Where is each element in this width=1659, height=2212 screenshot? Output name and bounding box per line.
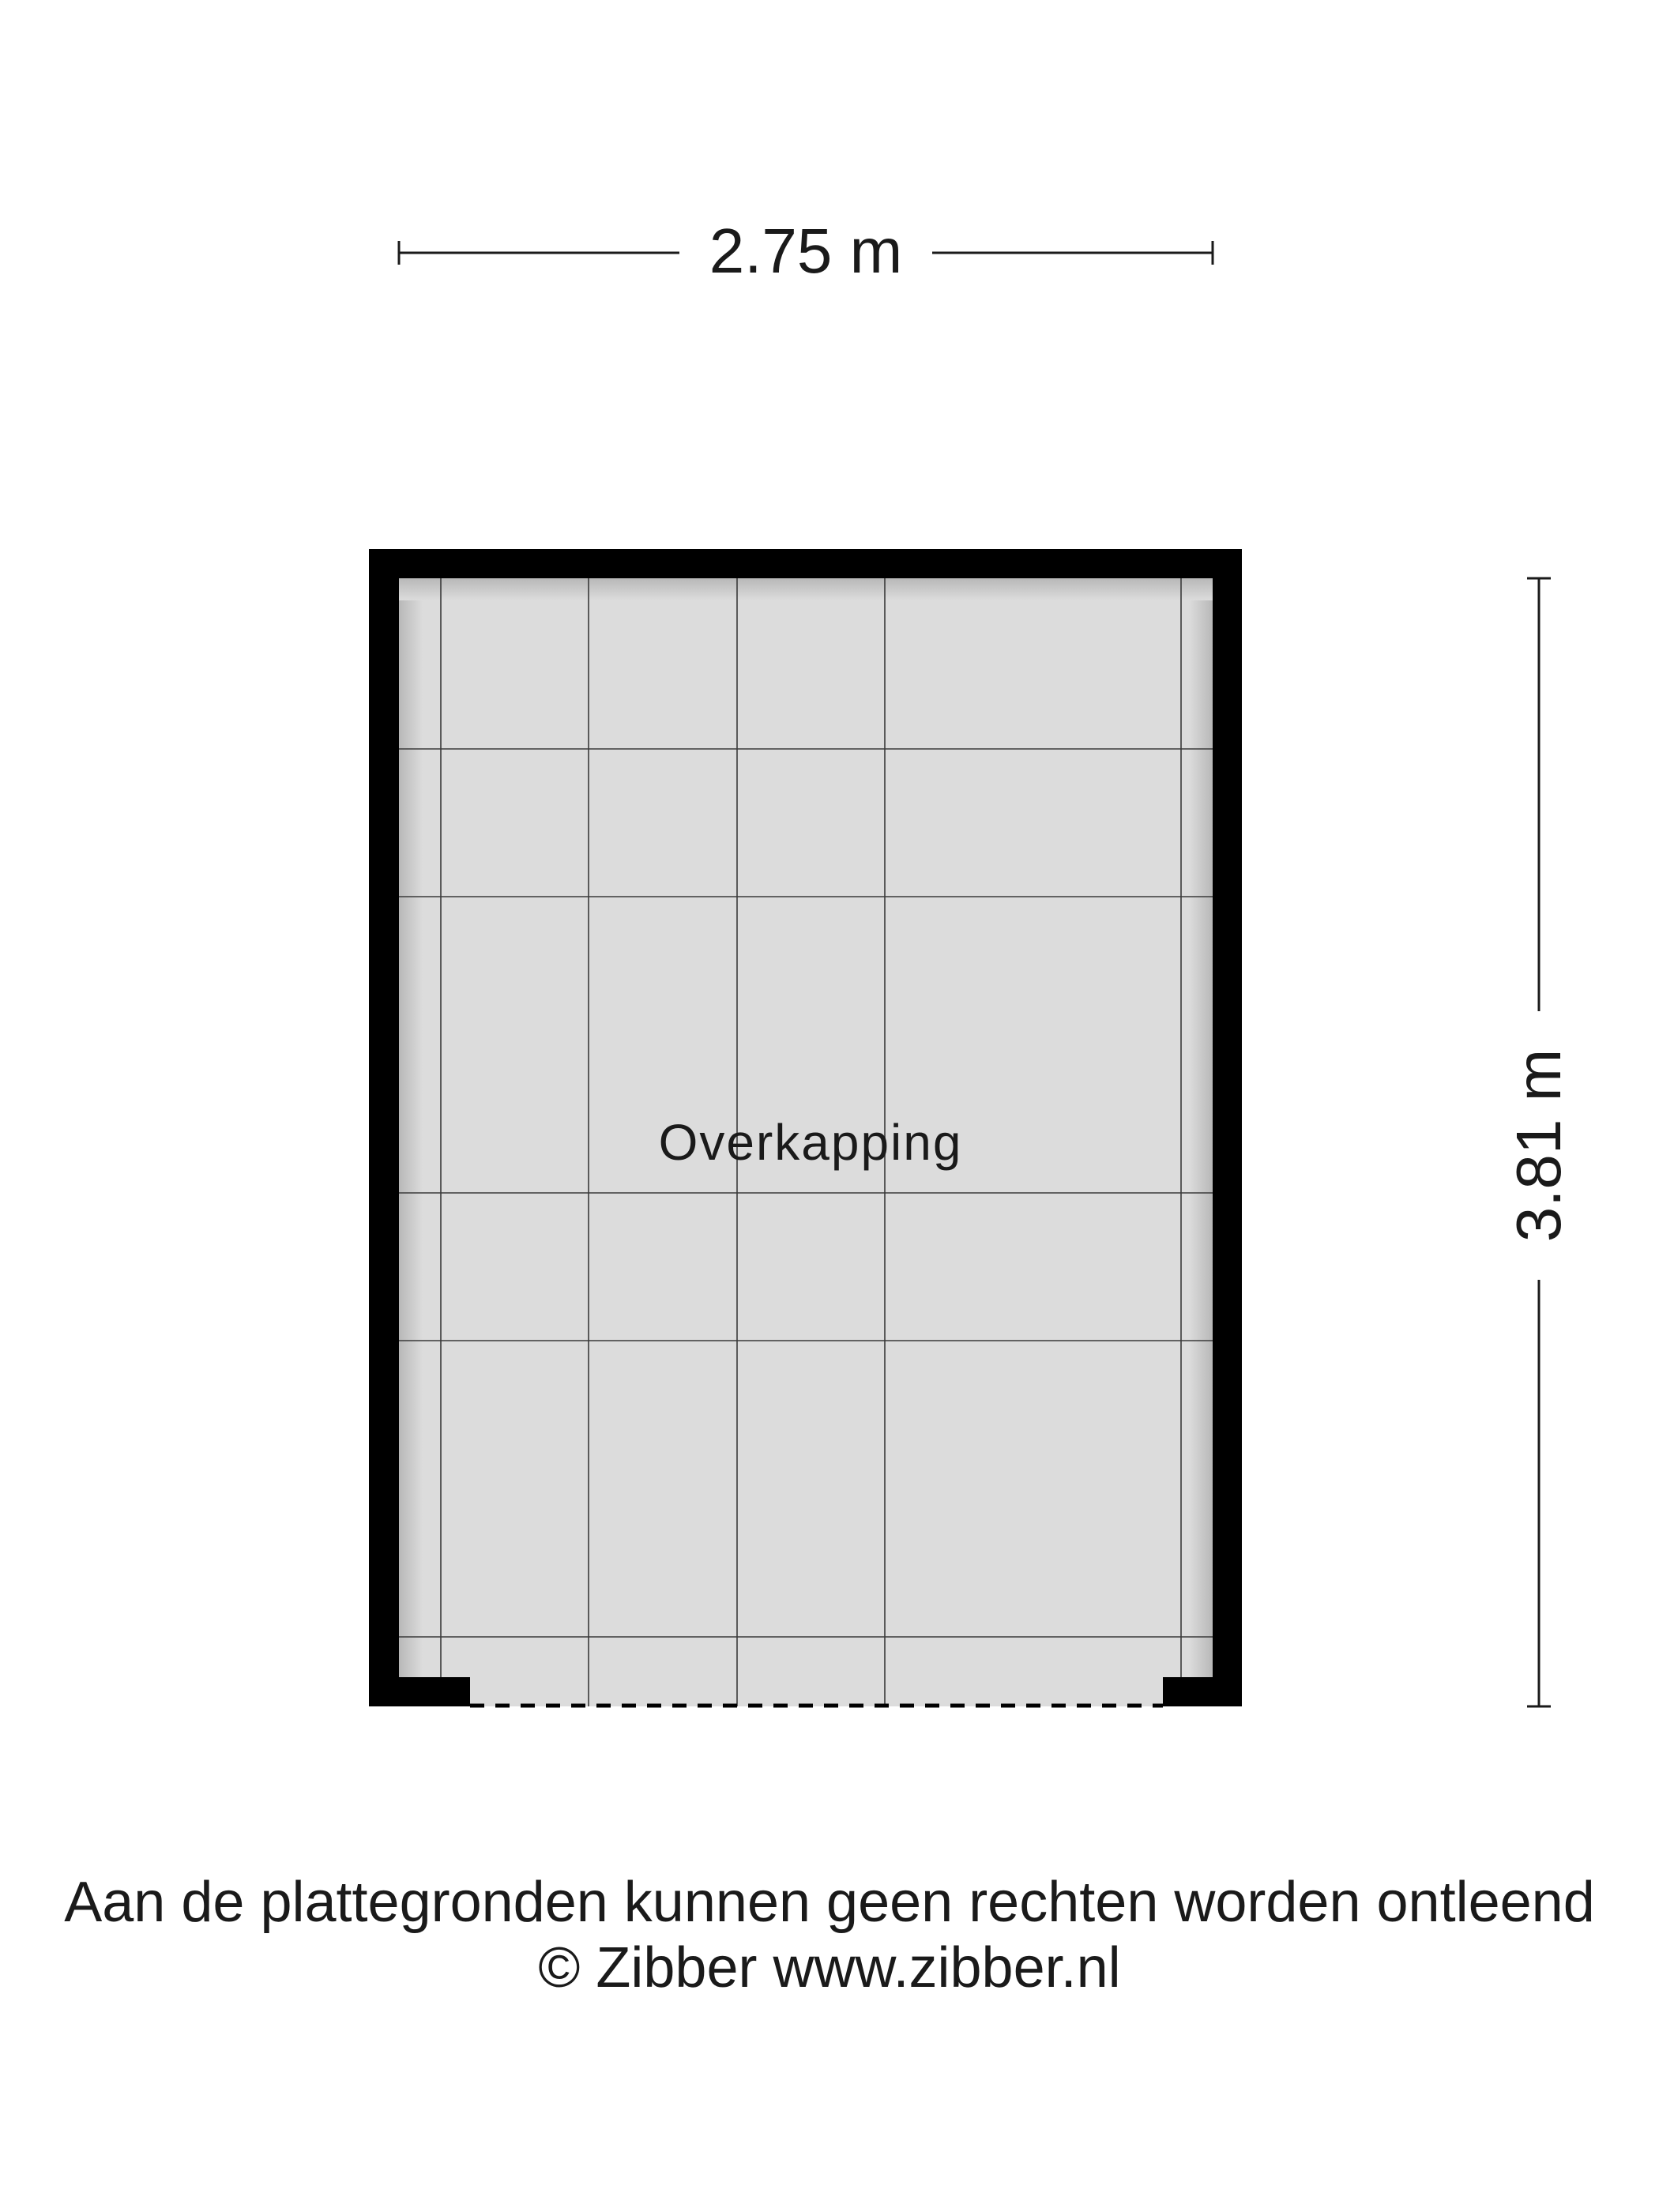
copyright-text: © Zibber www.zibber.nl (538, 1936, 1121, 1999)
height-label: 3.81 m (1503, 1048, 1574, 1243)
disclaimer-text: Aan de plattegronden kunnen geen rechten worden ontleend (64, 1871, 1595, 1934)
width-dimension (399, 216, 1213, 286)
wall-stub-right (1163, 1677, 1242, 1706)
width-label: 2.75 m (709, 216, 903, 286)
wall-top (369, 549, 1242, 578)
height-dimension (1503, 578, 1574, 1706)
room-overkapping (399, 578, 1213, 1706)
wall-right (1213, 549, 1242, 1706)
room-label: Overkapping (658, 1114, 963, 1171)
wall-stub-left (369, 1677, 470, 1706)
wall-left (369, 549, 399, 1706)
